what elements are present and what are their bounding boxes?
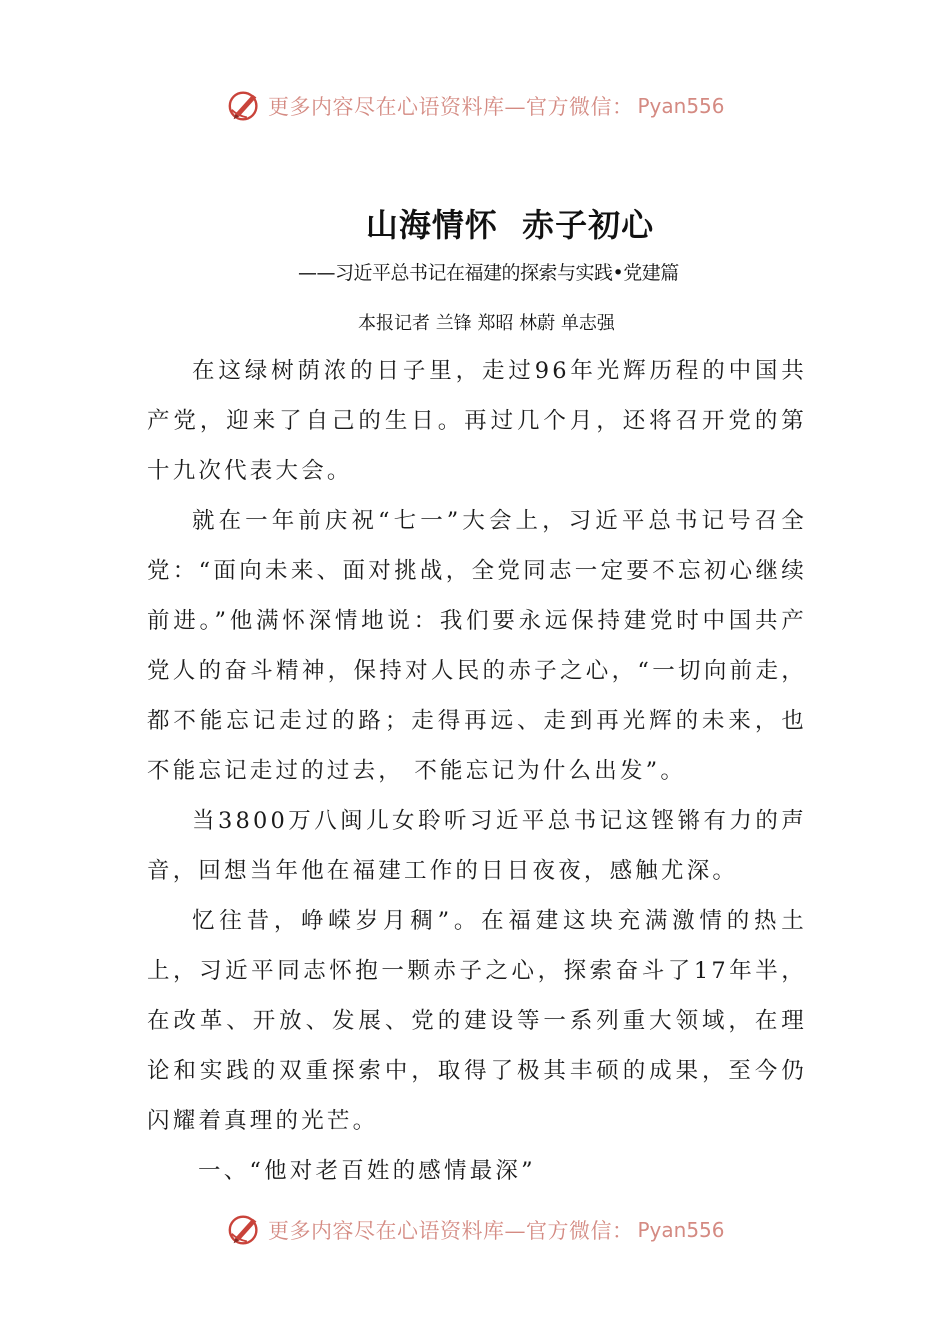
section-heading: 一、“他对老百姓的感情最深” xyxy=(198,1158,536,1184)
pen-circle-logo-icon xyxy=(226,87,264,125)
pen-circle-logo-icon xyxy=(226,1211,264,1249)
article-title: 山海情怀 赤子初心 xyxy=(365,206,655,244)
paragraph: 就在一年前庆祝“七一”大会上，习近平总书记号召全党：“面向未来、面对挑战，全党同志一定要不忘初心继续前进。”他满怀深情地说：我们要永远保持建党时中国共产党人的奋斗精神，保持对人民的赤子之心，“一切向前走，都不能忘记走过的路；走得再远、走到再光辉的未来，也不能忘记走过的过去， 不能忘记为什么出发”。 xyxy=(147,508,807,784)
paragraph: 忆往昔，峥嵘岁月稠”。在福建这块充满激情的热土上，习近平同志怀抱一颗赤子之心，探索奋斗了17年半，在改革、开放、发展、党的建设等一系列重大领域，在理论和实践的双重探索中，取得了极其丰硕的成果，至今仍闪耀着真理的光芒。 xyxy=(147,908,807,1134)
watermark-text: 更多内容尽在心语资料库—官方微信： xyxy=(268,1219,634,1243)
watermark-wechat-id: Pyan556 xyxy=(637,94,725,118)
watermark-footer xyxy=(226,1210,725,1250)
article-subtitle: ——习近平总书记在福建的探索与实践•党建篇 xyxy=(298,262,679,284)
article-body xyxy=(147,346,807,1146)
paragraph: 当3800万八闽儿女聆听习近平总书记这铿锵有力的声音，回想当年他在福建工作的日日夜夜，感触尤深。 xyxy=(147,808,807,884)
watermark-wechat-id: Pyan556 xyxy=(637,1218,725,1242)
watermark-text: 更多内容尽在心语资料库—官方微信： xyxy=(268,95,634,119)
article-byline: 本报记者 兰锋 郑昭 林蔚 单志强 xyxy=(358,313,615,334)
watermark-header xyxy=(226,86,725,126)
paragraph: 在这绿树荫浓的日子里，走过96年光辉历程的中国共产党，迎来了自己的生日。再过几个月，还将召开党的第十九次代表大会。 xyxy=(147,358,807,484)
